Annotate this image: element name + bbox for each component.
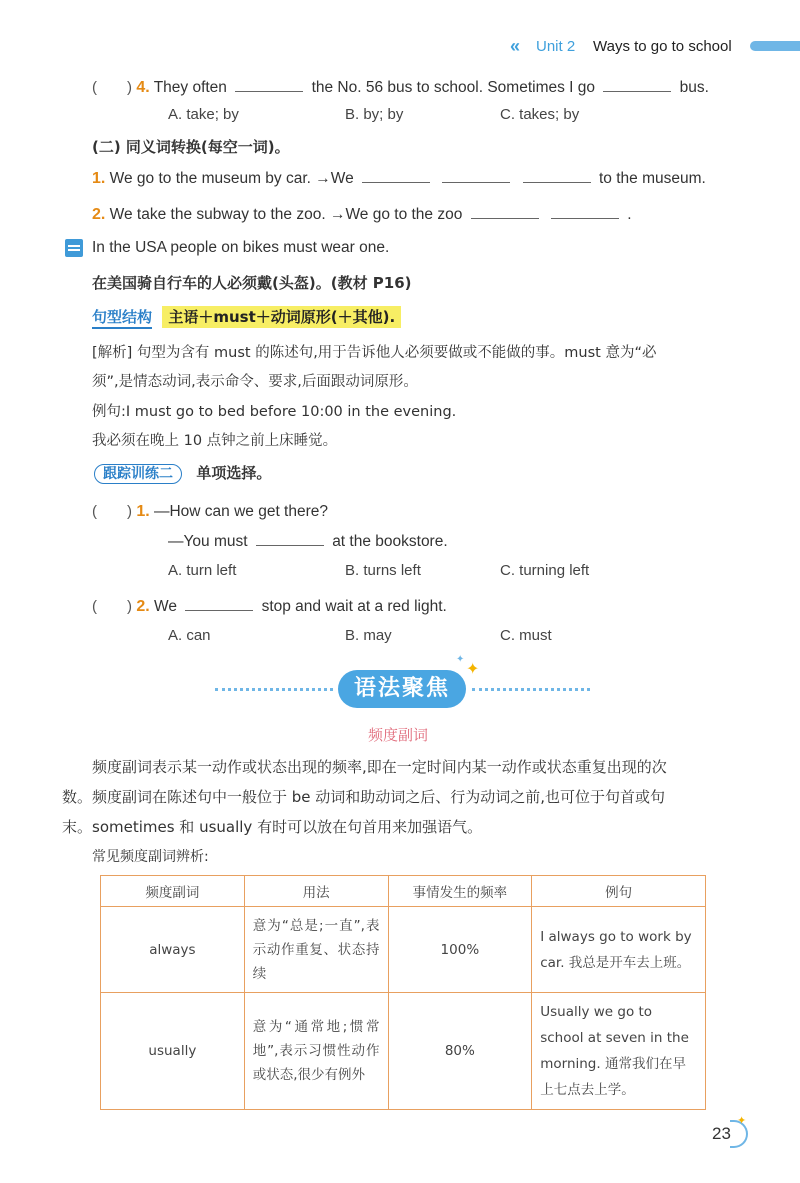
answer-bracket[interactable]: ( ) (92, 79, 132, 96)
answer-blank[interactable] (603, 77, 671, 92)
table-cell-frequency: 100% (388, 907, 532, 993)
star-icon: ✦ (466, 661, 480, 678)
question-number: 2. (136, 598, 150, 615)
question-number: 4. (136, 79, 150, 96)
star-icon: ✦ (456, 654, 465, 665)
grammar-subtitle: 频度副词 (368, 726, 429, 744)
unit-title: Ways to go to school (593, 38, 732, 55)
table-header: 用法 (244, 876, 388, 907)
grammar-para-line-1 (92, 756, 667, 777)
item-text: We go to the museum by car. →We (109, 170, 354, 187)
frequency-adverb-table (100, 875, 706, 1110)
chevron-left-icon: « (510, 36, 521, 56)
answer-bracket[interactable]: ( ) (92, 598, 132, 615)
example-sentence: 例句:I must go to bed before 10:00 in the evening. (92, 404, 457, 420)
question-text: the No. 56 bus to school. Sometimes I go (311, 79, 596, 96)
practice-q1-line2 (168, 531, 448, 551)
key-sentence: In the USA people on bikes must wear one. (92, 239, 390, 256)
item-number: 1. (92, 170, 106, 187)
answer-blank[interactable] (551, 204, 619, 219)
section-heading: (二) 同义词转换(每空一词)。 (92, 138, 290, 156)
table-header-row (101, 876, 706, 907)
grammar-para-text: 频度副词表示某一动作或状态出现的频率,即在一定时间内某一动作或状态重复出现的次 (92, 758, 667, 776)
item-number: 2. (92, 206, 106, 223)
table-cell-word: always (101, 907, 245, 993)
option-b[interactable]: B. may (345, 627, 392, 644)
table-cell-usage: 意为“通常地;惯常地”,表示习惯性动作或状态,很少有例外 (244, 993, 388, 1110)
item-text: . (627, 206, 632, 223)
answer-blank[interactable] (471, 204, 539, 219)
practice-q1 (92, 500, 328, 521)
table-cell-usage: 意为“总是;一直”,表示动作重复、状态持续 (244, 907, 388, 993)
analysis-line-2: 须”,是情态动词,表示命令、要求,后面跟动词原形。 (92, 374, 418, 390)
table-cell-example: Usually we go to school at seven in the morning. 通常我们在早上七点去上学。 (532, 993, 706, 1110)
option-c[interactable]: C. takes; by (500, 106, 580, 123)
grammar-banner: 语法聚焦 (338, 670, 466, 708)
table-row (101, 993, 706, 1110)
example-translation: 我必须在晚上 10 点钟之前上床睡觉。 (92, 433, 338, 449)
structure-label: 句型结构 (92, 308, 152, 329)
synonym-item-2 (92, 204, 632, 224)
answer-blank[interactable] (235, 77, 303, 92)
table-header: 例句 (532, 876, 706, 907)
item-text: to the museum. (599, 170, 706, 187)
table-header: 频度副词 (101, 876, 245, 907)
synonym-item-1 (92, 168, 706, 188)
structure-formula: 主语＋must＋动词原形(＋其他). (162, 306, 401, 328)
table-intro: 常见频度副词辨析: (92, 849, 209, 865)
answer-blank[interactable] (362, 168, 430, 183)
answer-blank[interactable] (256, 531, 324, 546)
option-a[interactable]: A. take; by (168, 106, 239, 123)
item-text: We take the subway to the zoo. →We go to the zoo (109, 206, 463, 223)
page-number: 23 (712, 1124, 731, 1143)
star-icon: ✦ (737, 1115, 747, 1127)
book-icon (65, 239, 83, 257)
table-cell-frequency: 80% (388, 993, 532, 1110)
practice-header (94, 462, 271, 483)
answer-blank[interactable] (442, 168, 510, 183)
key-sentence-translation: 在美国骑自行车的人必须戴(头盔)。(教材 P16) (92, 274, 412, 292)
option-a[interactable]: A. turn left (168, 562, 237, 579)
question-text: We (153, 598, 177, 615)
answer-blank[interactable] (523, 168, 591, 183)
option-b[interactable]: B. by; by (345, 106, 404, 123)
header-bar (750, 41, 800, 51)
practice-label: 跟踪训练二 (94, 464, 182, 484)
question-text: at the bookstore. (332, 533, 448, 550)
practice-q2 (92, 595, 447, 616)
question-number: 1. (136, 503, 150, 520)
table-cell-word: usually (101, 993, 245, 1110)
table-header: 事情发生的频率 (388, 876, 532, 907)
practice-instruction: 单项选择。 (196, 464, 272, 482)
banner-dots-left (215, 688, 333, 691)
question-text: —How can we get there? (153, 503, 329, 520)
option-a[interactable]: A. can (168, 627, 211, 644)
unit-label: Unit 2 (536, 38, 576, 55)
analysis-line-1: [解析] 句型为含有 must 的陈述句,用于告诉他人必须要做或不能做的事。must 意为“必 (92, 345, 657, 361)
option-b[interactable]: B. turns left (345, 562, 421, 579)
answer-blank[interactable] (185, 596, 253, 611)
option-c[interactable]: C. turning left (500, 562, 590, 579)
option-c[interactable]: C. must (500, 627, 552, 644)
question-text: bus. (679, 79, 709, 96)
grammar-para-line-2: 数。频度副词在陈述句中一般位于 be 动词和助动词之后、行为动词之前,也可位于句首或句 (62, 788, 666, 806)
table-row (101, 907, 706, 993)
grammar-para-line-3: 末。sometimes 和 usually 有时可以放在句首用来加强语气。 (62, 818, 483, 836)
question-text: —You must (168, 533, 248, 550)
answer-bracket[interactable]: ( ) (92, 503, 132, 520)
banner-dots-right (472, 688, 590, 691)
structure-row (92, 306, 401, 327)
question-text: They often (153, 79, 227, 96)
table-cell-example: I always go to work by car. 我总是开车去上班。 (532, 907, 706, 993)
question-4 (92, 76, 709, 97)
question-text: stop and wait at a red light. (261, 598, 447, 615)
